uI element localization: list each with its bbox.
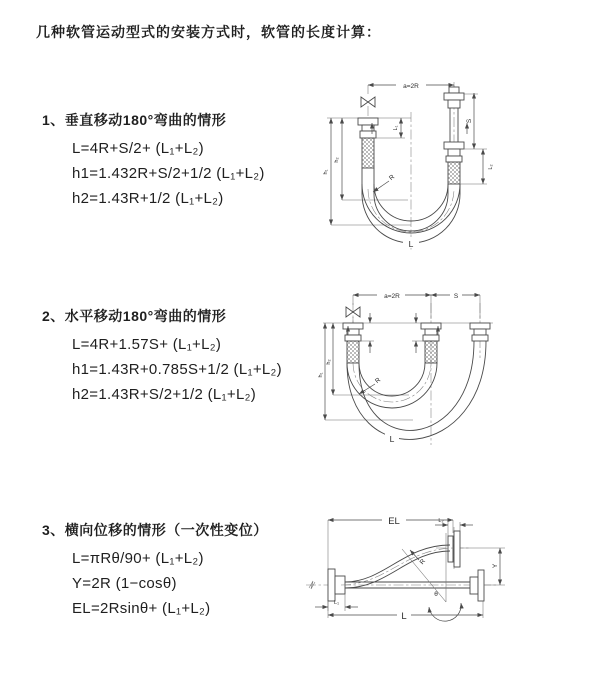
section-lateral-displacement (42, 520, 317, 621)
dimension-fitting-length (359, 313, 425, 353)
hose-s-curve (341, 545, 455, 588)
braided-hose-section (347, 341, 359, 363)
section-2-heading: 2、水平移动180°弯曲的情形 (42, 308, 227, 324)
dim-label-radius: R (388, 173, 397, 183)
dim-label-h1: h₁ (323, 169, 329, 175)
dim-label-l1: L₁ (334, 600, 339, 606)
dim-label-h2: h₂ (326, 359, 332, 365)
section-2-formulas (42, 332, 317, 407)
dim-label-l2: L₂ (488, 164, 494, 170)
formula-line: Y=2R (1−cosθ) (72, 575, 177, 592)
dim-label-s: S (453, 293, 459, 300)
angle-label-theta: θ (434, 591, 438, 598)
left-pipe-fitting (358, 118, 378, 194)
centerline (353, 303, 480, 445)
dimension-l2 (460, 149, 494, 184)
valve-icon (361, 97, 375, 107)
dimension-l1 (315, 594, 358, 611)
formula-line: h1=1.432R+S/2+1/2 (L₁+L₂) (72, 165, 265, 182)
radius-leader (373, 173, 396, 192)
right-flange (470, 570, 484, 601)
dim-label-h1: h₁ (318, 372, 324, 378)
formula-line: EL=2Rsinθ+ (L₁+L₂) (72, 600, 211, 617)
section-1-heading: 1、垂直移动180°弯曲的情形 (42, 112, 227, 128)
dim-label-length: L (389, 434, 395, 444)
diagram-lateral-displacement (298, 503, 538, 635)
dim-label-y: Y (492, 563, 499, 569)
right-pipe-fitting-moved (470, 323, 490, 341)
dim-label-h2: h₂ (334, 157, 340, 163)
diagram-vertical-180-bend (315, 72, 535, 264)
hose-loop (347, 341, 486, 439)
dim-label-radius: R (374, 376, 383, 386)
dimension-shift-s (431, 291, 480, 300)
dim-label-length: L (408, 239, 414, 249)
dimension-h1 (318, 323, 413, 420)
braided-hose-section (425, 341, 437, 363)
braided-hose-section (362, 138, 374, 168)
dimension-s (463, 93, 487, 149)
section-3-formulas (42, 546, 317, 621)
formula-line: L=4R+S/2+ (L₁+L₂) (72, 140, 204, 157)
dim-label-l1: L₁ (393, 125, 399, 131)
upper-flange (448, 531, 460, 567)
diagram-horizontal-180-bend (313, 283, 545, 453)
dim-label-radius: R (418, 557, 428, 567)
braided-hose-section (448, 162, 460, 184)
formula-line: h2=1.43R+S/2+1/2 (L₁+L₂) (72, 386, 257, 403)
section-vertical-movement (42, 110, 317, 211)
formula-line: h2=1.43R+1/2 (L₁+L₂) (72, 190, 224, 207)
dim-label-l2: L₂ (438, 518, 444, 524)
dim-label-span: a=2R (384, 293, 400, 300)
dimension-span (368, 81, 454, 94)
page-title: 几种软管运动型式的安装方式时，软管的长度计算： (36, 24, 381, 40)
formula-line: L=4R+1.57S+ (L₁+L₂) (72, 336, 222, 353)
formula-line: L=πRθ/90+ (L₁+L₂) (72, 550, 204, 567)
left-pipe-fitting (343, 323, 363, 363)
formula-line: h1=1.43R+0.785S+1/2 (L₁+L₂) (72, 361, 282, 378)
dimension-el (328, 513, 453, 618)
dimension-l1 (374, 118, 405, 138)
dimension-h2 (326, 323, 409, 395)
dim-label-span: a=2R (403, 83, 419, 90)
dim-label-s: S (466, 118, 473, 124)
section-horizontal-movement (42, 306, 317, 407)
dim-label-l: L (401, 611, 407, 622)
section-3-heading: 3、横向位移的情形（一次性变位） (42, 522, 268, 538)
dim-label-el: EL (388, 516, 400, 527)
section-1-formulas (42, 136, 317, 211)
